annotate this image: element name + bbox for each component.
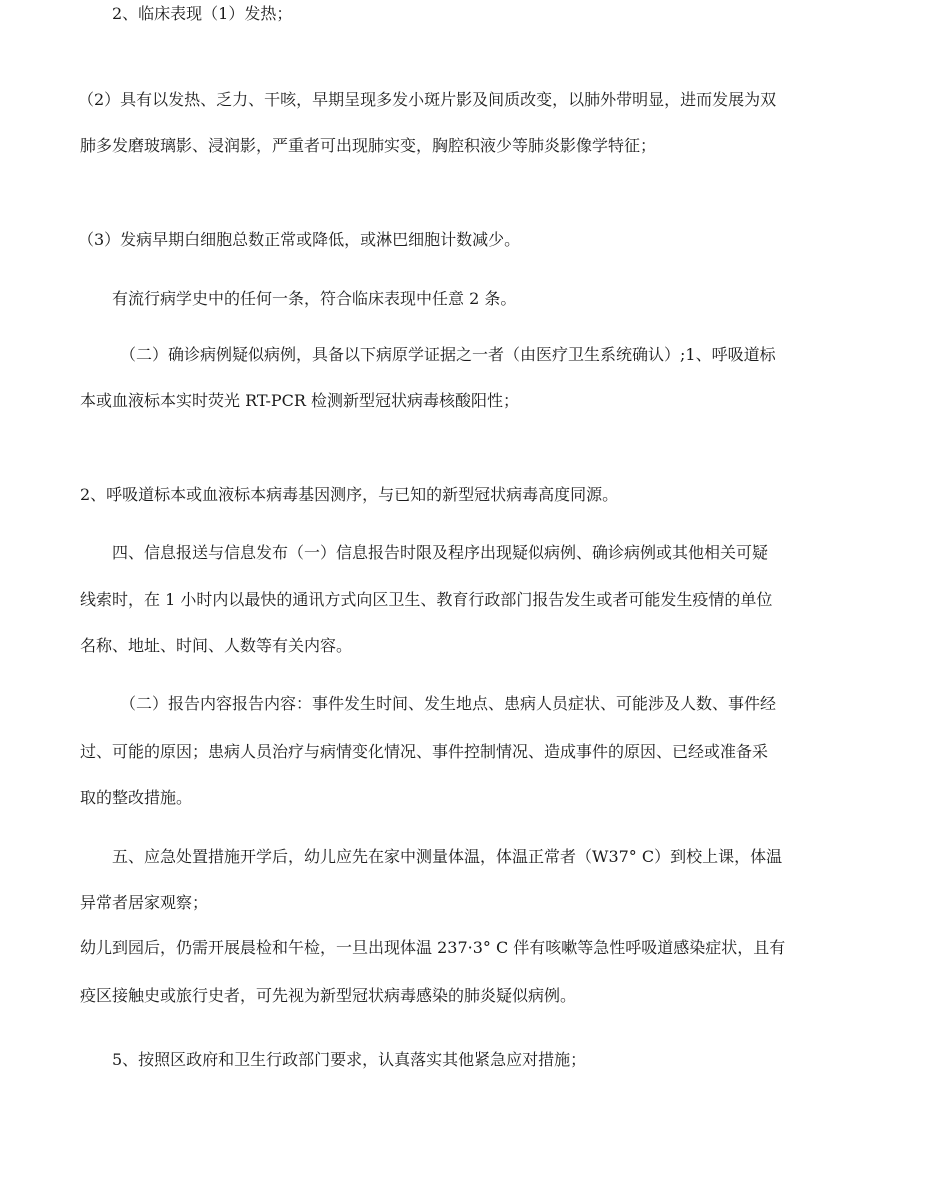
text-line: 本或血液标本实时荧光 RT-PCR 检测新型冠状病毒核酸阳性； — [80, 391, 520, 410]
text-line: 有流行病学史中的任何一条，符合临床表现中任意 2 条。 — [112, 289, 517, 308]
text-line: 5、按照区政府和卫生行政部门要求，认真落实其他紧急应对措施； — [112, 1050, 587, 1069]
text-line: 疫区接触史或旅行史者，可先视为新型冠状病毒感染的肺炎疑似病例。 — [80, 986, 577, 1005]
text-line: 五、应急处置措施开学后，幼儿应先在家中测量体温，体温正常者（W37° C）到校上课，体温 — [112, 847, 783, 866]
text-line: 线索时，在 1 小时内以最快的通讯方式向区卫生、教育行政部门报告发生或者可能发生疫情的单位 — [80, 590, 773, 609]
text-line: 肺多发磨玻璃影、浸润影，严重者可出现肺实变，胸腔积液少等肺炎影像学特征； — [80, 136, 657, 155]
text-line: 幼儿到园后，仍需开展晨检和午检，一旦出现体温 237·3° C 伴有咳嗽等急性呼吸道感染症状，且有 — [80, 938, 786, 957]
text-line: （二）报告内容报告内容：事件发生时间、发生地点、患病人员症状、可能涉及人数、事件经 — [120, 694, 777, 713]
text-line: 异常者居家观察； — [80, 893, 209, 912]
text-line: 取的整改措施。 — [80, 788, 193, 807]
text-line: 2、临床表现（1）发热； — [112, 4, 293, 23]
text-line: 过、可能的原因；患病人员治疗与病情变化情况、事件控制情况、造成事件的原因、已经或准备采 — [80, 742, 769, 761]
text-line: （2）具有以发热、乏力、干咳，早期呈现多发小斑片影及间质改变，以肺外带明显，进而发展为双 — [78, 90, 777, 109]
text-line: 四、信息报送与信息发布（一）信息报告时限及程序出现疑似病例、确诊病例或其他相关可疑 — [112, 543, 769, 562]
text-line: （3）发病早期白细胞总数正常或降低，或淋巴细胞计数减少。 — [78, 230, 521, 249]
text-line: 2、呼吸道标本或血液标本病毒基因测序，与已知的新型冠状病毒高度同源。 — [80, 485, 619, 504]
text-line: （二）确诊病例疑似病例，具备以下病原学证据之一者（由医疗卫生系统确认）;1、呼吸道标 — [120, 345, 776, 364]
text-line: 名称、地址、时间、人数等有关内容。 — [80, 636, 353, 655]
